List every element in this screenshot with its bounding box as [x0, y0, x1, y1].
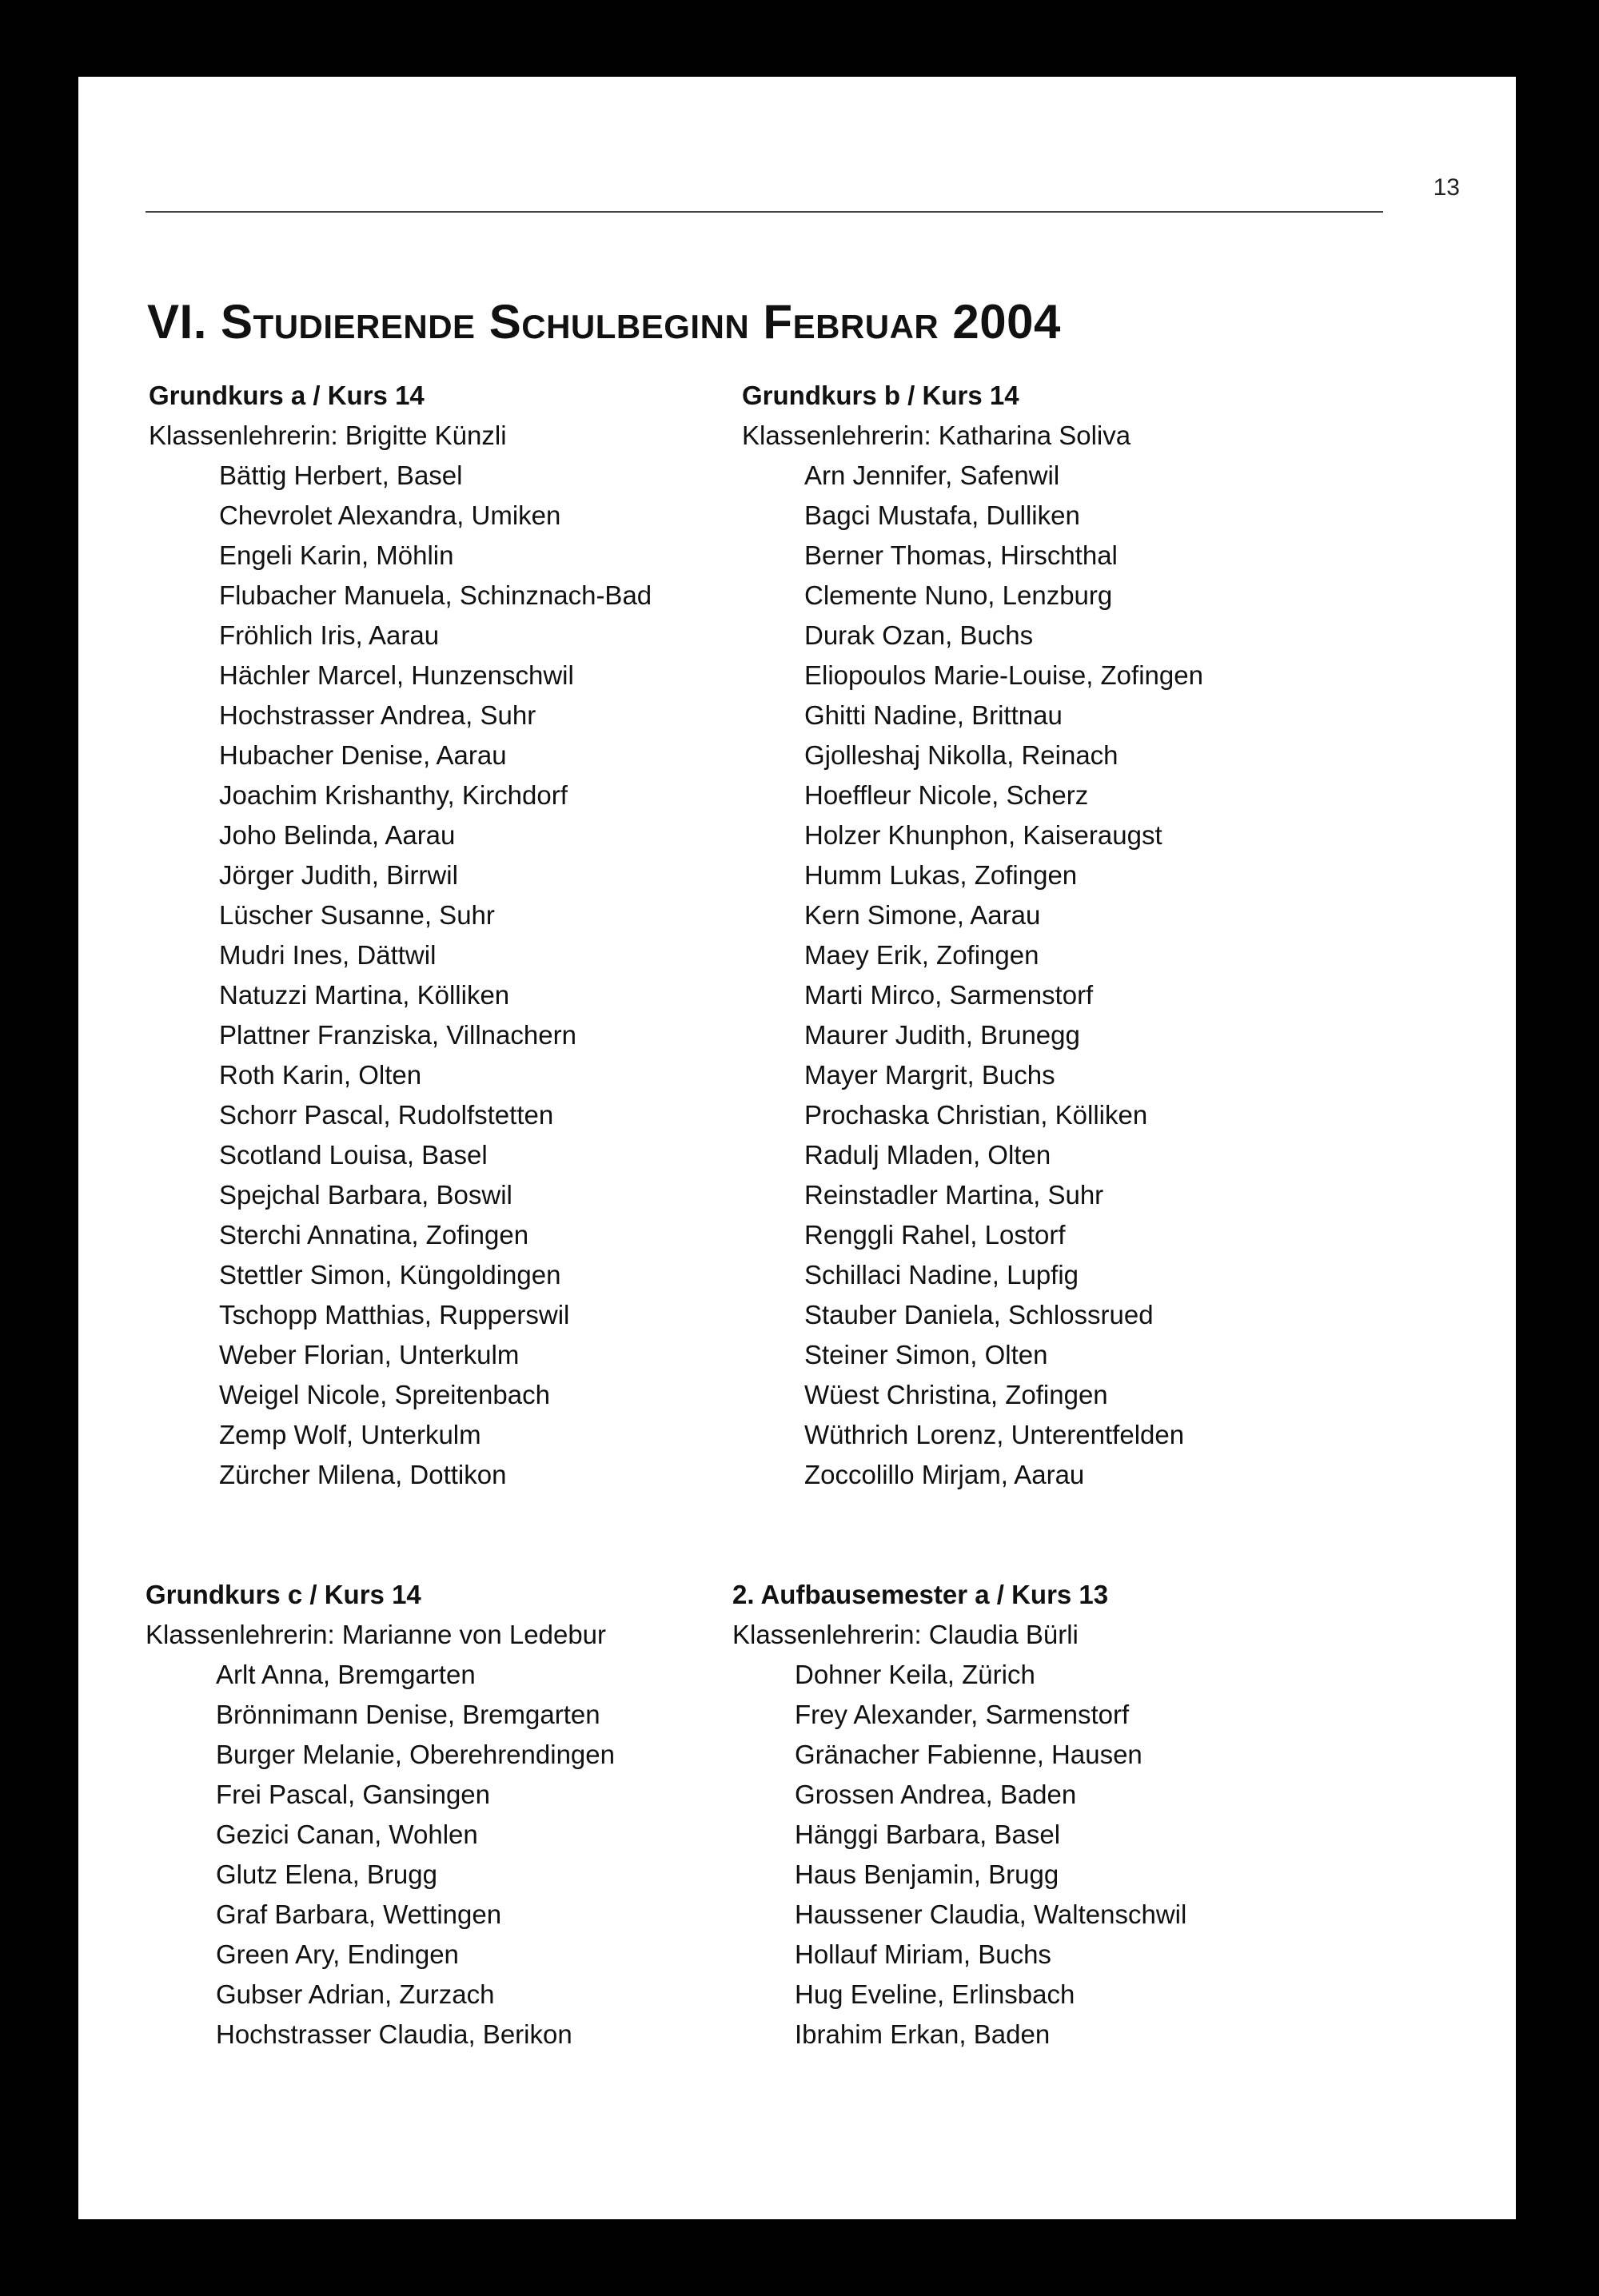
student-entry: Reinstadler Martina, Suhr: [804, 1180, 1104, 1210]
student-entry: Holzer Khunphon, Kaiseraugst: [804, 820, 1162, 850]
student-entry: Hubacher Denise, Aarau: [219, 740, 507, 770]
student-entry: Scotland Louisa, Basel: [219, 1140, 488, 1170]
student-entry: Maurer Judith, Brunegg: [804, 1020, 1080, 1050]
student-entry: Frey Alexander, Sarmenstorf: [795, 1700, 1130, 1729]
class-teacher: Klassenlehrerin: Claudia Bürli: [732, 1620, 1079, 1649]
student-entry: Zoccolillo Mirjam, Aarau: [804, 1460, 1085, 1489]
student-entry: Ghitti Nadine, Brittnau: [804, 700, 1063, 730]
student-entry: Joho Belinda, Aarau: [219, 820, 456, 850]
section-heading: 2. Aufbausemester a / Kurs 13: [732, 1580, 1109, 1609]
student-entry: Sterchi Annatina, Zofingen: [219, 1220, 529, 1250]
student-entry: Grossen Andrea, Baden: [795, 1780, 1077, 1809]
student-entry: Engeli Karin, Möhlin: [219, 540, 454, 570]
student-entry: Schorr Pascal, Rudolfstetten: [219, 1100, 554, 1130]
class-teacher: Klassenlehrerin: Marianne von Ledebur: [146, 1620, 607, 1649]
page-number: 13: [1433, 174, 1460, 201]
header-rule: [146, 211, 1383, 213]
student-entry: Hänggi Barbara, Basel: [795, 1820, 1061, 1849]
student-entry: Eliopoulos Marie-Louise, Zofingen: [804, 660, 1203, 690]
student-entry: Weber Florian, Unterkulm: [219, 1340, 520, 1369]
student-entry: Bagci Mustafa, Dulliken: [804, 500, 1080, 530]
student-entry: Arn Jennifer, Safenwil: [804, 460, 1060, 490]
student-entry: Gränacher Fabienne, Hausen: [795, 1740, 1142, 1769]
student-entry: Schillaci Nadine, Lupfig: [804, 1260, 1079, 1290]
student-entry: Hochstrasser Claudia, Berikon: [216, 2019, 572, 2049]
student-entry: Humm Lukas, Zofingen: [804, 860, 1078, 890]
student-entry: Radulj Mladen, Olten: [804, 1140, 1051, 1170]
student-entry: Stauber Daniela, Schlossrued: [804, 1300, 1154, 1329]
student-entry: Gjolleshaj Nikolla, Reinach: [804, 740, 1119, 770]
student-entry: Tschopp Matthias, Rupperswil: [219, 1300, 570, 1329]
student-entry: Hollauf Miriam, Buchs: [795, 1939, 1051, 1969]
student-entry: Kern Simone, Aarau: [804, 900, 1041, 930]
student-entry: Hächler Marcel, Hunzenschwil: [219, 660, 574, 690]
student-entry: Joachim Krishanthy, Kirchdorf: [219, 780, 568, 810]
student-entry: Weigel Nicole, Spreitenbach: [219, 1380, 550, 1409]
student-entry: Haussener Claudia, Waltenschwil: [795, 1899, 1187, 1929]
student-entry: Maey Erik, Zofingen: [804, 940, 1039, 970]
student-entry: Lüscher Susanne, Suhr: [219, 900, 495, 930]
student-entry: Zemp Wolf, Unterkulm: [219, 1420, 481, 1449]
student-entry: Gezici Canan, Wohlen: [216, 1820, 478, 1849]
student-entry: Stettler Simon, Küngoldingen: [219, 1260, 561, 1290]
student-entry: Zürcher Milena, Dottikon: [219, 1460, 507, 1489]
student-entry: Frei Pascal, Gansingen: [216, 1780, 491, 1809]
student-entry: Prochaska Christian, Kölliken: [804, 1100, 1148, 1130]
page-title: VI. Studierende Schulbeginn Februar 2004: [147, 295, 1061, 349]
student-entry: Wüest Christina, Zofingen: [804, 1380, 1108, 1409]
student-list: [149, 456, 652, 1495]
student-entry: Glutz Elena, Brugg: [216, 1860, 437, 1889]
student-entry: Bättig Herbert, Basel: [219, 460, 463, 490]
student-entry: Spejchal Barbara, Boswil: [219, 1180, 512, 1210]
section-heading: Grundkurs c / Kurs 14: [146, 1580, 421, 1609]
student-entry: Natuzzi Martina, Kölliken: [219, 980, 510, 1010]
student-entry: Brönnimann Denise, Bremgarten: [216, 1700, 600, 1729]
student-entry: Green Ary, Endingen: [216, 1939, 459, 1969]
student-entry: Steiner Simon, Olten: [804, 1340, 1048, 1369]
student-entry: Hug Eveline, Erlinsbach: [795, 1979, 1075, 2009]
student-list: [742, 456, 1203, 1495]
student-entry: Fröhlich Iris, Aarau: [219, 620, 440, 650]
student-entry: Hoeffleur Nicole, Scherz: [804, 780, 1089, 810]
section-grundkurs-a: [149, 376, 652, 1495]
student-entry: Jörger Judith, Birrwil: [219, 860, 458, 890]
student-list: [732, 1655, 1186, 2055]
student-entry: Mudri Ines, Dättwil: [219, 940, 437, 970]
student-entry: Marti Mirco, Sarmenstorf: [804, 980, 1094, 1010]
student-entry: Renggli Rahel, Lostorf: [804, 1220, 1066, 1250]
student-entry: Mayer Margrit, Buchs: [804, 1060, 1055, 1090]
student-entry: Durak Ozan, Buchs: [804, 620, 1034, 650]
class-teacher: Klassenlehrerin: Katharina Soliva: [742, 421, 1131, 450]
student-entry: Graf Barbara, Wettingen: [216, 1899, 502, 1929]
student-entry: Plattner Franziska, Villnachern: [219, 1020, 576, 1050]
student-entry: Berner Thomas, Hirschthal: [804, 540, 1118, 570]
student-entry: Haus Benjamin, Brugg: [795, 1860, 1059, 1889]
student-entry: Wüthrich Lorenz, Unterentfelden: [804, 1420, 1185, 1449]
document-page: [78, 77, 1516, 2219]
student-list: [146, 1655, 615, 2055]
section-heading: Grundkurs a / Kurs 14: [149, 381, 425, 410]
student-entry: Chevrolet Alexandra, Umiken: [219, 500, 561, 530]
section-grundkurs-b: [742, 376, 1203, 1495]
student-entry: Ibrahim Erkan, Baden: [795, 2019, 1051, 2049]
student-entry: Dohner Keila, Zürich: [795, 1660, 1035, 1689]
section-aufbausemester-a: [732, 1575, 1186, 2055]
student-entry: Flubacher Manuela, Schinznach-Bad: [219, 580, 652, 610]
student-entry: Hochstrasser Andrea, Suhr: [219, 700, 536, 730]
student-entry: Burger Melanie, Oberehrendingen: [216, 1740, 615, 1769]
student-entry: Gubser Adrian, Zurzach: [216, 1979, 495, 2009]
class-teacher: Klassenlehrerin: Brigitte Künzli: [149, 421, 507, 450]
section-heading: Grundkurs b / Kurs 14: [742, 381, 1019, 410]
student-entry: Roth Karin, Olten: [219, 1060, 422, 1090]
section-grundkurs-c: [146, 1575, 615, 2055]
student-entry: Arlt Anna, Bremgarten: [216, 1660, 476, 1689]
student-entry: Clemente Nuno, Lenzburg: [804, 580, 1113, 610]
